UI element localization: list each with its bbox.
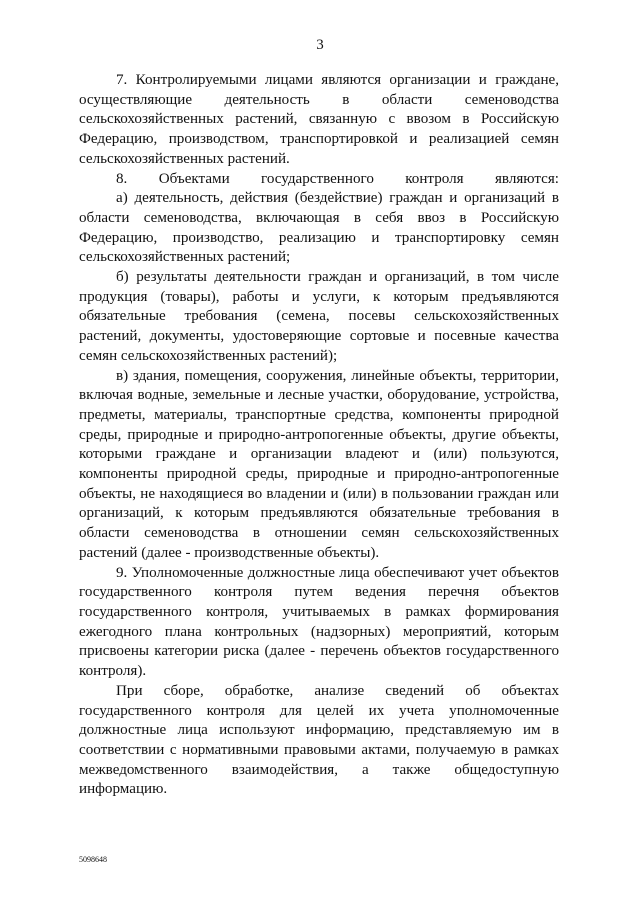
document-body	[79, 71, 559, 800]
paragraph-8b-results: б) результаты деятельности граждан и организаций, в том числе продукция (товары), работы и услуги, к которым предъявляются обязательные требования (семена, посевы сельскохозяйственных растений, документы, удостоверяющие сортовые и посевные качества семян сельскохозяйственных растений);	[79, 269, 559, 364]
document-code: 5098648	[79, 855, 107, 864]
paragraph-8-control-objects-intro: 8. Объектами государственного контроля являются:	[116, 170, 559, 187]
paragraph-8a-activity: а) деятельность, действия (бездействие) граждан и организаций в области семеноводства, включающая в себя ввоз в Российскую Федерацию, производство, реализацию и транспортировку семян сельскохозяйственных растений;	[79, 190, 559, 266]
page-number: 3	[316, 37, 324, 53]
paragraph-8c-production-objects: в) здания, помещения, сооружения, линейные объекты, территории, включая водные, земельные и лесные участки, оборудование, устройства, предметы, материалы, транспортные средства, компоненты природной среды, природные и природно-антропогенные объекты, другие объекты, которыми граждане и организации владеют и (или) пользуются, компоненты природной среды, природные и природно-антропогенные объекты, не находящиеся во владении и (или) в пользовании граждан или организаций, к которым предъявляются обязательные требования в области семеноводства в отношении семян сельскохозяйственных растений (далее - производственные объекты).	[79, 367, 559, 561]
paragraph-information-sources: При сборе, обработке, анализе сведений об объектах государственного контроля для целей их учета уполномоченные должностные лица используют информацию, представляемую им в соответствии с нормативными правовыми актами, получаемую в рамках межведомственного взаимодействия, а также общедоступную информацию.	[79, 682, 559, 798]
paragraph-9-objects-accounting: 9. Уполномоченные должностные лица обеспечивают учет объектов государственного контроля путем ведения перечня объектов государственного контроля, учитываемых в рамках формирования ежегодного плана контрольных (надзорных) мероприятий, которым присвоены категории риска (далее - перечень объектов государственного контроля).	[79, 564, 559, 680]
paragraph-7-controlled-persons: 7. Контролируемыми лицами являются организации и граждане, осуществляющие деятельность в области семеноводства сельскохозяйственных растений, связанную с ввозом в Российскую Федерацию, производством, транспортировкой и реализацией семян сельскохозяйственных растений.	[79, 72, 559, 167]
